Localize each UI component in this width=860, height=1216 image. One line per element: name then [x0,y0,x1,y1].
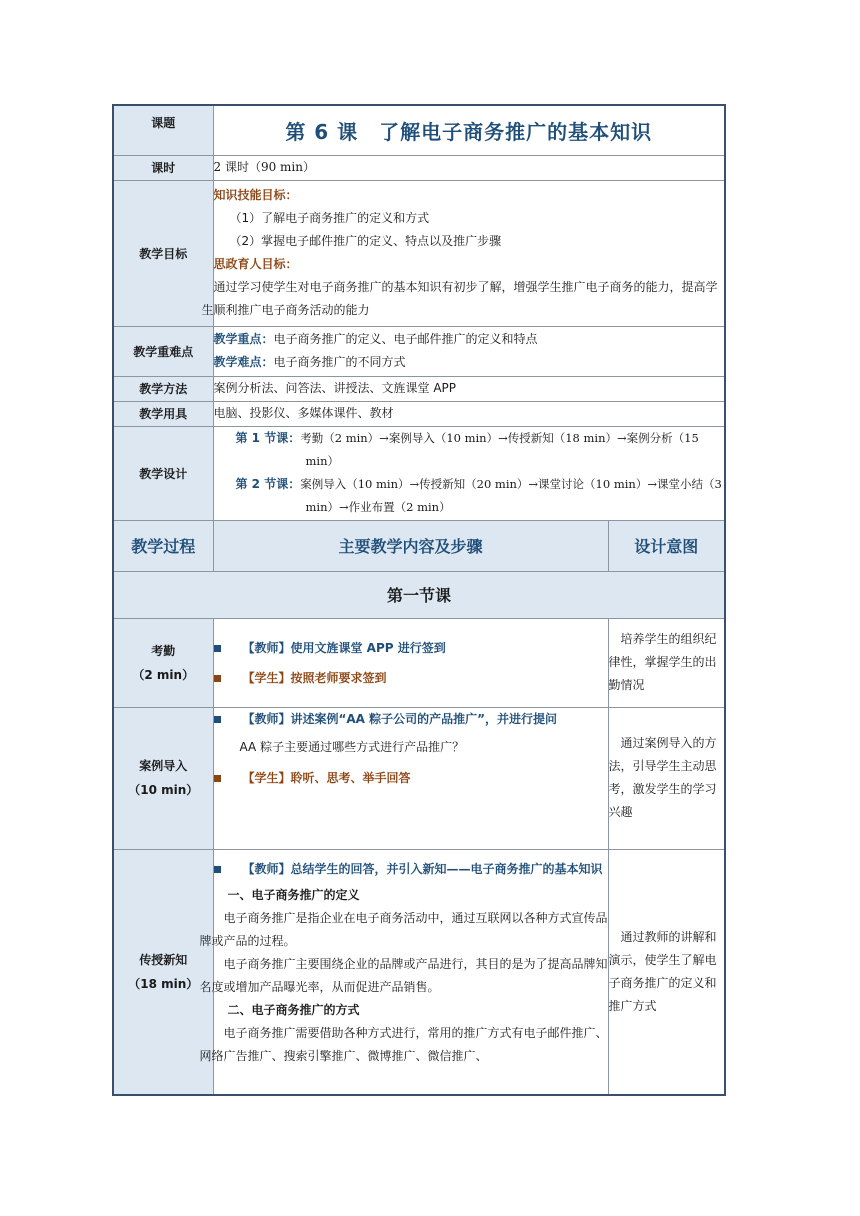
label-tools: 教学用具 [113,401,213,426]
teacher-action: 【教师】总结学生的回答，并引入新知——电子商务推广的基本知识 [214,858,608,880]
step-time: （10 min） [128,783,199,797]
step-knowledge-label [113,849,213,1095]
design-2-text: 案例导入（10 min）→传授新知（20 min）→课堂讨论（10 min）→课堂小结（3 min）→作业布置（2 min） [300,477,722,514]
label-design: 教学设计 [113,426,213,520]
case-question: AA 粽子主要通过哪些方式进行产品推广？ [239,739,465,754]
label-hours: 课时 [113,155,213,180]
section-title: 第一节课 [113,571,725,618]
goal-ideology-title: 思政育人目标： [213,257,298,271]
key-point-label: 教学重点： [213,332,274,346]
step-attendance-label [113,618,213,707]
col-header-process: 教学过程 [113,520,213,571]
goal-knowledge-2: （2）掌握电子邮件推广的定义、特点以及推广步骤 [229,234,502,248]
teaching-design [213,426,725,520]
student-action: 【学生】按照老师要求签到 [214,667,608,689]
step-name: 考勤 [151,643,176,658]
table-row [113,707,725,849]
step-case-label [113,707,213,849]
step-time: （2 min） [132,667,195,682]
teacher-action: 【教师】讲述案例“AA 粽子公司的产品推广”，并进行提问 [214,708,608,730]
heading-definition: 一、电子商务推广的定义 [227,887,360,902]
teaching-tools: 电脑、投影仪、多媒体课件、教材 [213,401,725,426]
teacher-action: 【教师】使用文旌课堂 APP 进行签到 [214,637,608,659]
key-point-text: 电子商务推广的定义、电子邮件推广的定义和特点 [273,332,538,346]
table-row [113,618,725,707]
col-header-intent: 设计意图 [608,520,725,571]
lesson-title: 第 6 课 了解电子商务推广的基本知识 [213,105,725,155]
teaching-goals [201,180,725,326]
difficult-point-label: 教学难点： [213,355,274,369]
lesson-hours: 2 课时（90 min） [213,155,725,180]
label-goals: 教学目标 [113,180,213,326]
paragraph-1: 电子商务推广是指企业在电子商务活动中，通过互联网以各种方式宣传品牌或产品的过程。 [199,910,608,948]
student-action: 【学生】聆听、思考、举手回答 [214,767,608,789]
paragraph-2: 电子商务推广主要围绕企业的品牌或产品进行，其目的是为了提高品牌知名度或增加产品曝光率，从而促进产品销售。 [199,956,608,994]
goal-knowledge-title: 知识技能目标： [213,188,298,202]
paragraph-3: 电子商务推广需要借助各种方式进行，常用的推广方式有电子邮件推广、网络广告推广、搜索引擎推广、微博推广、微信推广、 [199,1025,608,1063]
difficult-point-text: 电子商务推广的不同方式 [273,355,406,369]
step-name: 案例导入 [139,759,188,773]
goal-knowledge-1: （1）了解电子商务推广的定义和方式 [229,211,430,225]
step-time: （18 min） [128,976,199,991]
teaching-method: 案例分析法、问答法、讲授法、文旌课堂 APP [213,376,725,401]
heading-methods: 二、电子商务推广的方式 [227,1002,360,1017]
key-points [213,326,725,376]
design-1-label: 第 1 节课： [235,431,301,445]
label-method: 教学方法 [113,376,213,401]
design-lesson-2 [236,473,725,519]
goal-ideology-text: 通过学习使学生对电子商务推广的基本知识有初步了解，增强学生推广电子商务的能力，提高学生顺利推广电子商务活动的能力 [201,280,718,317]
label-key-points: 教学重难点 [113,326,213,376]
step-attendance-intent: 培养学生的组织纪律性，掌握学生的出勤情况 [608,618,725,707]
design-2-label: 第 2 节课： [235,477,301,491]
step-case-content [213,707,608,849]
lesson-plan-table [112,104,726,1096]
label-topic: 课题 [113,105,213,155]
step-attendance-content [213,618,608,707]
design-1-text: 考勤（2 min）→案例导入（10 min）→传授新知（18 min）→案例分析（15 min） [300,431,699,468]
step-knowledge-intent: 通过教师的讲解和演示，使学生了解电子商务推广的定义和推广方式 [608,849,725,1095]
col-header-content: 主要教学内容及步骤 [213,520,608,571]
design-lesson-1 [236,427,725,473]
table-row [113,849,725,1095]
step-case-intent: 通过案例导入的方法，引导学生主动思考，激发学生的学习兴趣 [608,707,725,849]
step-knowledge-content [199,849,608,1095]
step-name: 传授新知 [139,952,188,967]
